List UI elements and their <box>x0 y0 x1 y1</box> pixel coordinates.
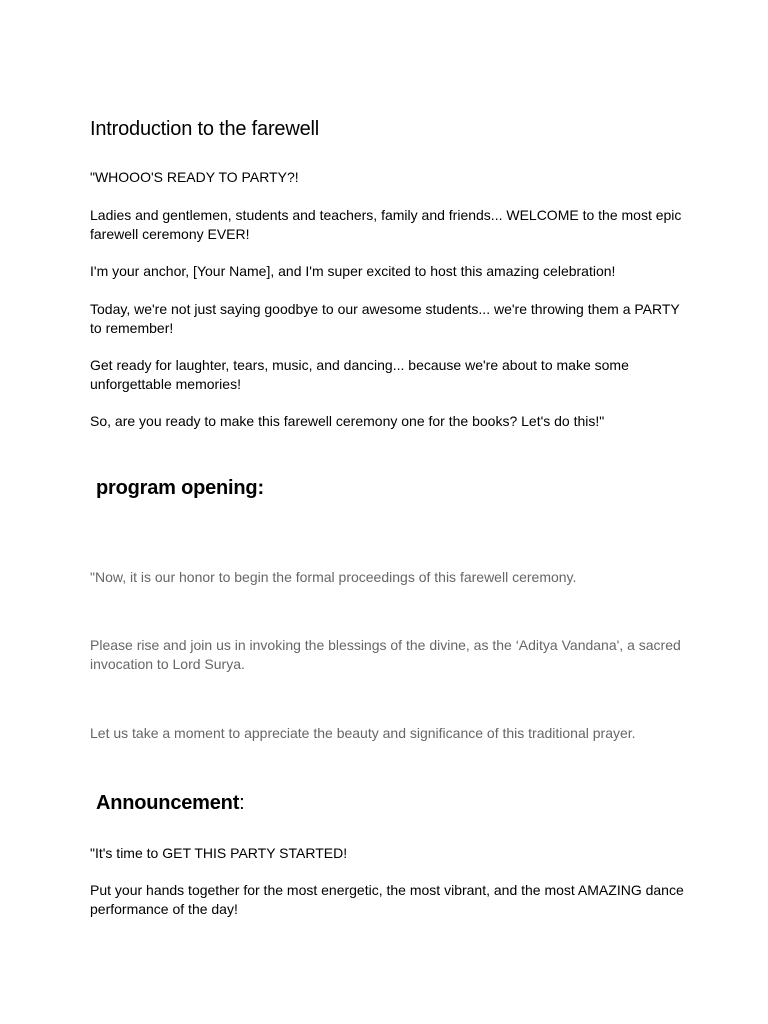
intro-paragraph-6: So, are you ready to make this farewell ceremony one for the books? Let's do this!" <box>90 413 605 429</box>
announcement-heading <box>96 790 245 816</box>
announcement-heading-text: Announcement <box>96 792 240 814</box>
intro-paragraph-4: Today, we're not just saying goodbye to our awesome students... we're throwing them a PARTY to remember! <box>90 301 680 336</box>
intro-paragraph-2: Ladies and gentlemen, students and teachers, family and friends... WELCOME to the most epic farewell ceremony EVER! <box>90 207 682 242</box>
announcement-paragraph-2: Put your hands together for the most energetic, the most vibrant, and the most AMAZING dance performance of the day! <box>90 882 684 917</box>
opening-heading: program opening: <box>96 477 264 499</box>
intro-paragraph-1: "WHOOO'S READY TO PARTY?! <box>90 169 299 185</box>
intro-heading: Introduction to the farewell <box>90 118 319 140</box>
opening-paragraph-3: Let us take a moment to appreciate the beauty and significance of this traditional prayer. <box>90 725 636 741</box>
intro-paragraph-5: Get ready for laughter, tears, music, and dancing... because we're about to make some unforgettable memories! <box>90 357 629 392</box>
announcement-paragraph-1: "It's time to GET THIS PARTY STARTED! <box>90 845 348 861</box>
announcement-heading-colon: : <box>239 792 245 814</box>
opening-paragraph-1: "Now, it is our honor to begin the formal proceedings of this farewell ceremony. <box>90 569 577 585</box>
opening-paragraph-2: Please rise and join us in invoking the blessings of the divine, as the ‘Aditya Vandana', a sacred invocation to Lord Surya. <box>90 637 681 672</box>
intro-paragraph-3: I'm your anchor, [Your Name], and I'm super excited to host this amazing celebration! <box>90 263 616 279</box>
